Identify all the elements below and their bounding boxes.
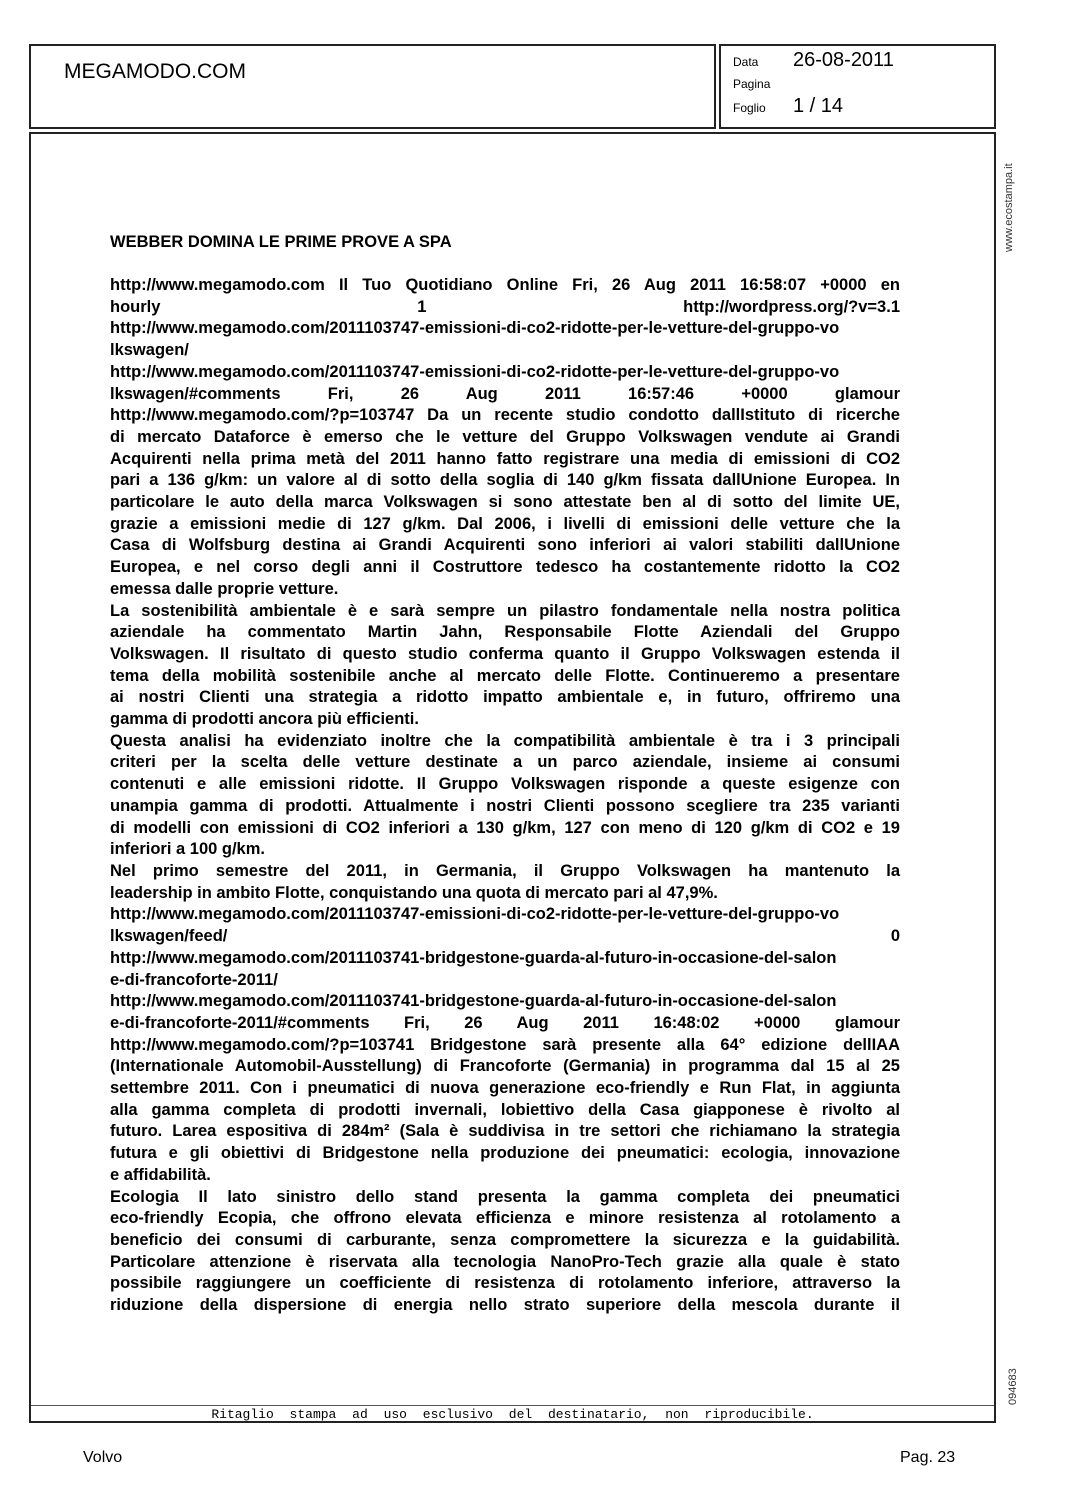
text-line: hourly 1 http://wordpress.org/?v=3.1 [110,297,900,316]
text-line: possibile raggiungere un coefficiente di resistenza di rotolamento inferiore, attraverso la [110,1274,900,1293]
data-label: Data [733,55,759,69]
text-line: lkswagen/feed/ 0 [110,927,900,946]
divider [31,1405,994,1406]
text-line: gamma di prodotti ancora più efficienti. [110,710,419,729]
header-meta-box [719,44,996,129]
text-line: settembre 2011. Con i pneumatici di nuova generazione eco-friendly e Run Flat, in aggiunta [110,1079,900,1098]
text-line: futuro. Larea espositiva di 284m² (Sala è suddivisa in tre settori che richiamano la strategia [110,1122,900,1141]
text-line: http://www.megamodo.com Il Tuo Quotidiano Online Fri, 26 Aug 2011 16:58:07 +0000 en [110,276,900,294]
footer-page: Pag. 23 [900,1449,956,1466]
text-line: di modelli con emissioni di CO2 inferiori a 130 g/km, 127 con meno di 120 g/km di CO2 e 19 [110,818,900,837]
text-line: contenuti e alle emissioni ridotte. Il Gruppo Volkswagen risponde a queste esigenze con [110,775,900,794]
pagina-label: Pagina [733,77,771,91]
text-line: Volkswagen. Il risultato di questo studio conferma quanto il Gruppo Volkswagen estenda il [110,644,900,663]
text-line: Europea, e nel corso degli anni il Costruttore tedesco ha costantemente ridotto la CO2 [110,558,900,577]
text-line: e-di-francoforte-2011/ [110,970,278,989]
text-line: grazie a emissioni medie di 127 g/km. Dal 2006, i livelli di emissioni delle vetture che la [110,514,900,533]
text-line: alla gamma completa di prodotti invernali, lobiettivo della Casa giapponese è rivolto al [110,1100,900,1119]
foglio-value: 1 / 14 [793,95,844,117]
text-line: futura e gli obiettivi di Bridgestone nella produzione dei pneumatici: ecologia, innovazione [110,1144,900,1163]
text-line: Casa di Wolfsburg destina ai Grandi Acquirenti sono inferiori ai valori stabiliti dallUnione [110,536,900,555]
text-line: e-di-francoforte-2011/#comments Fri, 26 Aug 2011 16:48:02 +0000 glamour [110,1013,900,1032]
text-line: Acquirenti nella prima metà del 2011 hanno fatto registrare una media di emissioni di CO2 [110,449,900,468]
text-line: eco-friendly Ecopia, che offrono elevata efficienza e minore resistenza al rotolamento a [110,1209,900,1228]
text-line: http://www.megamodo.com/2011103747-emissioni-di-co2-ridotte-per-le-vetture-del-gruppo-vo [110,905,840,924]
text-line: http://www.megamodo.com/?p=103741 Bridgestone sarà presente alla 64° edizione dellIAA [110,1035,900,1054]
text-line: http://www.megamodo.com/2011103741-bridgestone-guarda-al-futuro-in-occasione-del-salon [110,948,837,967]
disclaimer: Ritaglio stampa ad uso esclusivo del destinatario, non riproducibile. [211,1407,814,1422]
text-line: http://www.megamodo.com/?p=103747 Da un recente studio condotto dallIstituto di ricerche [110,406,900,425]
header-source-box [29,44,716,129]
text-line: leadership in ambito Flotte, conquistando una quota di mercato pari al 47,9%. [110,883,718,902]
footer-client: Volvo [83,1449,123,1466]
text-line: unampia gamma di prodotti. Attualmente i nostri Clienti possono scegliere tra 235 varianti [110,796,900,815]
text-line: emessa dalle proprie vetture. [110,579,339,598]
text-line: La sostenibilità ambientale è e sarà sempre un pilastro fondamentale nella nostra politica [110,601,900,620]
source-name: MEGAMODO.COM [64,60,246,83]
text-line: http://www.megamodo.com/2011103741-bridgestone-guarda-al-futuro-in-occasione-del-salon [110,992,837,1011]
side-site-label: www.ecostampa.it [1003,163,1015,252]
side-code-label: 094683 [1007,1368,1019,1405]
text-line: lkswagen/ [110,341,189,360]
text-line: riduzione della dispersione di energia nello strato superiore della mescola durante il [110,1296,900,1315]
text-line: http://www.megamodo.com/2011103747-emissioni-di-co2-ridotte-per-le-vetture-del-gruppo-vo [110,362,840,381]
text-line: beneficio dei consumi di carburante, senza compromettere la sicurezza e la guidabilità. [110,1230,900,1249]
data-value: 26-08-2011 [793,49,894,71]
text-line: http://www.megamodo.com/2011103747-emissioni-di-co2-ridotte-per-le-vetture-del-gruppo-vo [110,319,840,338]
text-line: Nel primo semestre del 2011, in Germania, il Gruppo Volkswagen ha mantenuto la [110,861,900,880]
text-line: lkswagen/#comments Fri, 26 Aug 2011 16:57:46 +0000 glamour [110,384,900,403]
article-body [110,275,900,1317]
text-line: ai nostri Clienti una strategia a ridotto impatto ambientale e, in futuro, offriremo una [110,688,900,707]
text-line: pari a 136 g/km: un valore al di sotto della soglia di 140 g/km fissata dallUnione Europea. In [110,471,900,490]
article-title: WEBBER DOMINA LE PRIME PROVE A SPA [110,233,452,251]
text-line: di mercato Dataforce è emerso che le vetture del Gruppo Volkswagen vendute ai Grandi [110,427,900,446]
text-line: Questa analisi ha evidenziato inoltre che la compatibilità ambientale è tra i 3 principali [110,731,900,750]
text-line: particolare le auto della marca Volkswagen si sono attestate ben al di sotto del limite UE, [110,493,900,512]
text-line: e affidabilità. [110,1165,211,1184]
text-line: Ecologia Il lato sinistro dello stand presenta la gamma completa dei pneumatici [110,1187,900,1206]
text-line: criteri per la scelta delle vetture destinate a un parco aziendale, insieme ai consumi [110,753,900,772]
foglio-label: Foglio [733,101,766,115]
text-line: Particolare attenzione è riservata alla tecnologia NanoPro-Tech grazie alla quale è stato [110,1252,900,1271]
text-line: aziendale ha commentato Martin Jahn, Responsabile Flotte Aziendali del Gruppo [110,623,900,642]
text-line: tema della mobilità sostenibile anche al mercato delle Flotte. Continueremo a presentare [110,666,900,685]
text-line: inferiori a 100 g/km. [110,840,265,859]
text-line: (Internationale Automobil-Ausstellung) di Francoforte (Germania) in programma dal 15 al 25 [110,1057,900,1076]
